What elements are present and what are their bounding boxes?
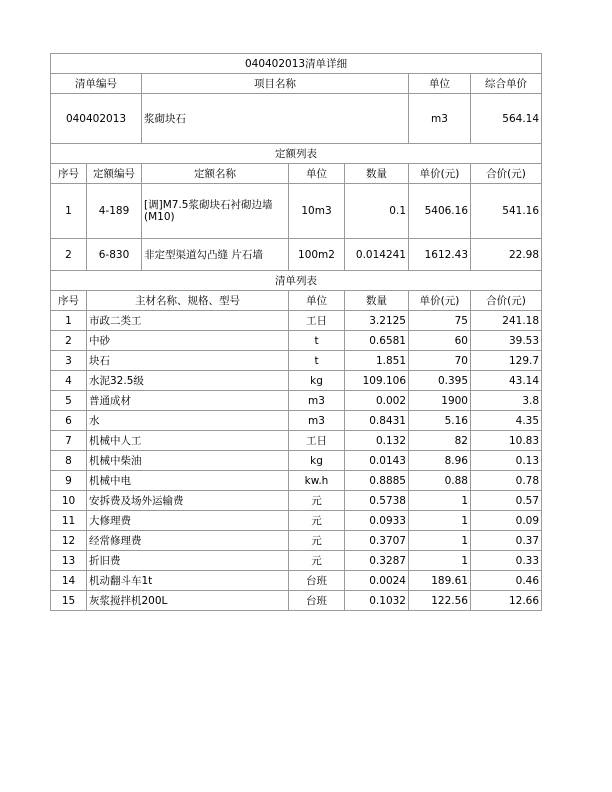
- material-price: 189.61: [409, 571, 471, 591]
- material-unit: 工日: [289, 431, 345, 451]
- material-total: 10.83: [471, 431, 542, 451]
- quota-name: 非定型渠道勾凸缝 片石墙: [142, 239, 289, 271]
- material-unit: 台班: [289, 591, 345, 611]
- material-no: 14: [51, 571, 87, 591]
- quota-code-header: 定额编号: [87, 164, 142, 184]
- material-no: 1: [51, 311, 87, 331]
- material-row: [51, 531, 542, 551]
- material-row: [51, 431, 542, 451]
- material-unit: 工日: [289, 311, 345, 331]
- material-price: 1: [409, 551, 471, 571]
- material-no: 6: [51, 411, 87, 431]
- material-no: 2: [51, 331, 87, 351]
- material-price: 5.16: [409, 411, 471, 431]
- material-price: 60: [409, 331, 471, 351]
- bill-code: 040402013: [51, 94, 142, 144]
- material-no: 11: [51, 511, 87, 531]
- material-qty: 0.5738: [345, 491, 409, 511]
- material-name: 中砂: [87, 331, 289, 351]
- material-qty: 0.0143: [345, 451, 409, 471]
- quota-qty: 0.014241: [345, 239, 409, 271]
- material-qty: 0.1032: [345, 591, 409, 611]
- table-title: 040402013清单详细: [51, 54, 542, 74]
- quota-code: 6-830: [87, 239, 142, 271]
- material-unit: m3: [289, 411, 345, 431]
- quota-name: [调]M7.5浆砌块石衬砌边墙(M10): [142, 184, 289, 239]
- material-price: 1: [409, 511, 471, 531]
- material-name: 经常修理费: [87, 531, 289, 551]
- material-row: [51, 591, 542, 611]
- material-unit: kg: [289, 371, 345, 391]
- material-name: 块石: [87, 351, 289, 371]
- material-name: 灰浆搅拌机200L: [87, 591, 289, 611]
- material-name: 机械中电: [87, 471, 289, 491]
- material-unit: 元: [289, 511, 345, 531]
- quota-qty: 0.1: [345, 184, 409, 239]
- material-row: [51, 331, 542, 351]
- material-price: 1900: [409, 391, 471, 411]
- material-row: [51, 351, 542, 371]
- material-total: 0.37: [471, 531, 542, 551]
- material-row: [51, 491, 542, 511]
- material-qty: 0.132: [345, 431, 409, 451]
- material-total: 0.13: [471, 451, 542, 471]
- material-row: [51, 411, 542, 431]
- material-total: 12.66: [471, 591, 542, 611]
- material-price: 1: [409, 531, 471, 551]
- material-qty: 0.6581: [345, 331, 409, 351]
- material-name: 大修理费: [87, 511, 289, 531]
- quota-total-header: 合价(元): [471, 164, 542, 184]
- quota-unit-header: 单位: [289, 164, 345, 184]
- quota-total: 541.16: [471, 184, 542, 239]
- material-price: 122.56: [409, 591, 471, 611]
- material-total: 0.33: [471, 551, 542, 571]
- material-price: 70: [409, 351, 471, 371]
- material-name: 普通成材: [87, 391, 289, 411]
- material-total: 0.46: [471, 571, 542, 591]
- material-row: [51, 471, 542, 491]
- material-row: [51, 391, 542, 411]
- material-unit: 元: [289, 531, 345, 551]
- quota-row: [51, 184, 542, 239]
- quota-row: [51, 239, 542, 271]
- material-qty: 0.8885: [345, 471, 409, 491]
- material-total: 39.53: [471, 331, 542, 351]
- material-qty: 0.002: [345, 391, 409, 411]
- quota-no: 2: [51, 239, 87, 271]
- material-no: 10: [51, 491, 87, 511]
- material-no: 4: [51, 371, 87, 391]
- material-section-title: 清单列表: [51, 271, 542, 291]
- material-qty: 0.3287: [345, 551, 409, 571]
- material-row: [51, 511, 542, 531]
- bill-code-header: 清单编号: [51, 74, 142, 94]
- material-name: 水泥32.5级: [87, 371, 289, 391]
- material-no: 5: [51, 391, 87, 411]
- bill-detail-table: [50, 53, 542, 611]
- material-no: 8: [51, 451, 87, 471]
- quota-section-title: 定额列表: [51, 144, 542, 164]
- material-qty: 0.3707: [345, 531, 409, 551]
- material-total: 241.18: [471, 311, 542, 331]
- material-row: [51, 371, 542, 391]
- material-total: 0.09: [471, 511, 542, 531]
- material-total-header: 合价(元): [471, 291, 542, 311]
- material-name: 折旧费: [87, 551, 289, 571]
- bill-name-header: 项目名称: [142, 74, 409, 94]
- material-no: 3: [51, 351, 87, 371]
- material-price: 8.96: [409, 451, 471, 471]
- material-unit-header: 单位: [289, 291, 345, 311]
- quota-no: 1: [51, 184, 87, 239]
- bill-name: 浆砌块石: [142, 94, 409, 144]
- material-unit: 元: [289, 551, 345, 571]
- material-price: 82: [409, 431, 471, 451]
- material-qty: 1.851: [345, 351, 409, 371]
- material-qty: 0.0933: [345, 511, 409, 531]
- material-unit: kg: [289, 451, 345, 471]
- quota-code: 4-189: [87, 184, 142, 239]
- material-qty: 0.0024: [345, 571, 409, 591]
- quota-total: 22.98: [471, 239, 542, 271]
- material-no: 15: [51, 591, 87, 611]
- material-price: 0.88: [409, 471, 471, 491]
- material-unit: t: [289, 351, 345, 371]
- material-row: [51, 451, 542, 471]
- bill-price: 564.14: [471, 94, 542, 144]
- material-total: 0.57: [471, 491, 542, 511]
- material-qty: 0.8431: [345, 411, 409, 431]
- material-total: 43.14: [471, 371, 542, 391]
- material-no: 12: [51, 531, 87, 551]
- quota-unit: 100m2: [289, 239, 345, 271]
- material-total: 129.7: [471, 351, 542, 371]
- material-no: 13: [51, 551, 87, 571]
- material-name: 安拆费及场外运输费: [87, 491, 289, 511]
- quota-qty-header: 数量: [345, 164, 409, 184]
- material-name-header: 主材名称、规格、型号: [87, 291, 289, 311]
- material-no: 9: [51, 471, 87, 491]
- material-qty: 109.106: [345, 371, 409, 391]
- quota-price: 5406.16: [409, 184, 471, 239]
- quota-no-header: 序号: [51, 164, 87, 184]
- quota-price-header: 单价(元): [409, 164, 471, 184]
- material-name: 水: [87, 411, 289, 431]
- material-unit: kw.h: [289, 471, 345, 491]
- material-unit: 台班: [289, 571, 345, 591]
- bill-unit: m3: [409, 94, 471, 144]
- material-no: 7: [51, 431, 87, 451]
- material-price: 75: [409, 311, 471, 331]
- material-total: 4.35: [471, 411, 542, 431]
- material-qty-header: 数量: [345, 291, 409, 311]
- material-unit: m3: [289, 391, 345, 411]
- material-unit: t: [289, 331, 345, 351]
- material-price-header: 单价(元): [409, 291, 471, 311]
- bill-price-header: 综合单价: [471, 74, 542, 94]
- material-name: 市政二类工: [87, 311, 289, 331]
- material-name: 机动翻斗车1t: [87, 571, 289, 591]
- material-total: 3.8: [471, 391, 542, 411]
- material-name: 机械中柴油: [87, 451, 289, 471]
- material-row: [51, 311, 542, 331]
- bill-unit-header: 单位: [409, 74, 471, 94]
- material-unit: 元: [289, 491, 345, 511]
- material-price: 1: [409, 491, 471, 511]
- material-row: [51, 551, 542, 571]
- material-qty: 3.2125: [345, 311, 409, 331]
- quota-name-header: 定额名称: [142, 164, 289, 184]
- material-row: [51, 571, 542, 591]
- quota-unit: 10m3: [289, 184, 345, 239]
- material-price: 0.395: [409, 371, 471, 391]
- material-total: 0.78: [471, 471, 542, 491]
- material-no-header: 序号: [51, 291, 87, 311]
- quota-price: 1612.43: [409, 239, 471, 271]
- material-name: 机械中人工: [87, 431, 289, 451]
